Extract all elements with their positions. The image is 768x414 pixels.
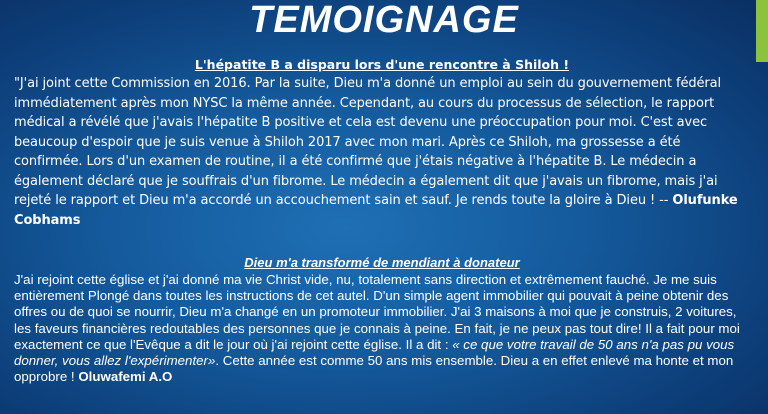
testimony-1-text: "J'ai joint cette Commission en 2016. Par la suite, Dieu m'a donné un emploi au sein du gouvernement fédéral immédiatement après mon NYSC la même année. Cependant, au cours du processus de sélection, le rapport médical a révélé que j'avais l'hépatite B positive et cela est devenu une préoccupation pour moi. C'est avec beaucoup d'espoir que je suis venue à Shiloh 2017 avec mon mari. Après ce Shiloh, ma grossesse a été confirmée. Lors d'un examen de routine, il a été confirmé que j'étais négative à l'hépatite B. Le médecin a également déclaré que je souffrais d'un fibrome. Le médecin a également dit que j'avais un fibrome, mais j'ai rejeté le rapport et Dieu m'a accordé un accouchement sain et sauf. Je rends toute la gloire à Dieu ! -- <box>14 76 722 208</box>
testimony-2-text: J'ai rejoint cette église et j'ai donné ma vie Christ vide, nu, totalement sans direction et extrêmement fauché. Je me suis entièrement Plongé dans toutes les instructions de cet autel. D'un simple agent immobilier qui pouvait à peine obtenir des offres ou de quoi se nourrir, Dieu m'a changé en un promoteur immobilier. J'ai 3 maisons à moi que je construis, 2 voitures, les faveurs financières redoutables des personnes que je connais à peine. En fait, je ne peux pas tout dire! Il a fait pour moi exactement ce que l'Evêque a dit le jour où j'ai rejoint cette église. Il a dit : <box>14 272 740 352</box>
testimony-2-heading: Dieu m'a transformé de mendiant à donateur <box>244 255 520 270</box>
testimony-2-body <box>14 272 750 385</box>
testimony-2-author: Oluwafemi A.O <box>78 369 173 385</box>
testimony-2-quote: « ce que votre travail de 50 ans n'a pas pu vous donner, vous allez l'expérimenter» <box>14 336 735 369</box>
slide-title: TEMOIGNAGE <box>249 0 519 41</box>
testimony-1-heading: L'hépatite B a disparu lors d'une rencontre à Shiloh ! <box>194 57 570 72</box>
testimony-1-author: Olufunke Cobhams <box>14 193 738 228</box>
testimony-2 <box>14 255 750 385</box>
testimony-2-text-end: . Cette année est comme 50 ans mis ensemble. Dieu a en effet enlevé ma honte et mon opprobre ! <box>14 353 734 385</box>
testimony-1 <box>14 56 750 230</box>
testimony-1-body <box>14 74 750 230</box>
